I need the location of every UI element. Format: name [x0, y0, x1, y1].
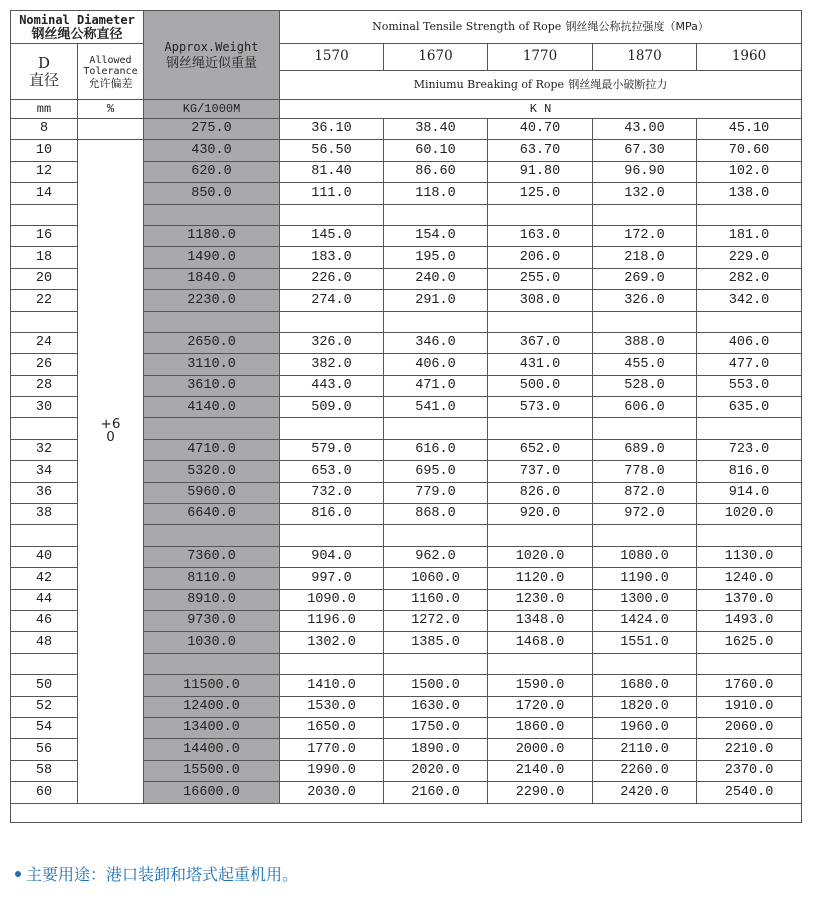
allowed-tolerance-en1: Allowed	[89, 54, 132, 66]
breaking-force-cell: 500.0	[488, 375, 593, 396]
breaking-force-cell: 573.0	[488, 397, 593, 418]
weight-cell: 5320.0	[144, 461, 280, 482]
table-row	[11, 119, 802, 140]
empty-cell	[697, 525, 802, 546]
breaking-force-cell: 477.0	[697, 354, 802, 375]
breaking-force-cell: 1090.0	[280, 589, 384, 610]
breaking-force-cell: 2030.0	[280, 782, 384, 803]
breaking-force-cell: 2110.0	[593, 739, 697, 760]
breaking-force-cell: 2260.0	[593, 760, 697, 781]
spec-table-container	[10, 10, 801, 823]
diameter-cell: 36	[11, 482, 78, 503]
weight-cell: 1030.0	[144, 632, 280, 653]
breaking-force-cell: 1348.0	[488, 610, 593, 631]
breaking-force-cell: 2370.0	[697, 760, 802, 781]
diameter-cell: 44	[11, 589, 78, 610]
breaking-force-cell: 695.0	[384, 461, 488, 482]
breaking-force-cell: 163.0	[488, 225, 593, 246]
breaking-force-cell: 406.0	[697, 332, 802, 353]
breaking-force-cell: 326.0	[593, 290, 697, 311]
breaking-force-cell: 56.50	[280, 140, 384, 161]
tolerance-plus: +6	[100, 415, 121, 432]
breaking-force-cell: 2160.0	[384, 782, 488, 803]
breaking-force-en: Miniumu Breaking of Rope	[413, 78, 565, 92]
empty-cell	[488, 653, 593, 674]
breaking-force-cell: 1750.0	[384, 717, 488, 738]
breaking-force-cell: 36.10	[280, 119, 384, 140]
breaking-force-cell: 443.0	[280, 375, 384, 396]
breaking-force-cell: 282.0	[697, 268, 802, 289]
breaking-force-cell: 1500.0	[384, 675, 488, 696]
breaking-force-cell: 826.0	[488, 482, 593, 503]
breaking-force-cell: 63.70	[488, 140, 593, 161]
breaking-force-cell: 579.0	[280, 439, 384, 460]
breaking-force-cell: 181.0	[697, 225, 802, 246]
diameter-cell: 40	[11, 546, 78, 567]
breaking-force-cn: 钢丝绳最小破断拉力	[568, 78, 668, 92]
breaking-force-cell: 1530.0	[280, 696, 384, 717]
breaking-force-cell: 60.10	[384, 140, 488, 161]
empty-cell	[384, 525, 488, 546]
weight-cell: 11500.0	[144, 675, 280, 696]
empty-cell	[144, 204, 280, 225]
breaking-force-cell: 229.0	[697, 247, 802, 268]
grade-1670: 1670	[384, 44, 488, 71]
breaking-force-cell: 406.0	[384, 354, 488, 375]
breaking-force-cell: 218.0	[593, 247, 697, 268]
breaking-force-cell: 145.0	[280, 225, 384, 246]
weight-cell: 3610.0	[144, 375, 280, 396]
breaking-force-header	[280, 71, 802, 100]
diameter-cell: 8	[11, 119, 78, 140]
d-header	[11, 44, 78, 100]
breaking-force-cell: 1410.0	[280, 675, 384, 696]
breaking-force-cell: 1551.0	[593, 632, 697, 653]
diameter-cell: 50	[11, 675, 78, 696]
breaking-force-cell: 388.0	[593, 332, 697, 353]
weight-cell: 13400.0	[144, 717, 280, 738]
empty-cell	[144, 311, 280, 332]
breaking-force-cell: 1020.0	[488, 546, 593, 567]
allowed-tolerance-header	[78, 44, 144, 100]
tolerance-minus: 0	[106, 429, 115, 446]
nominal-diameter-en: Nominal Diameter	[19, 12, 135, 27]
breaking-force-cell: 183.0	[280, 247, 384, 268]
weight-cell: 4710.0	[144, 439, 280, 460]
breaking-force-cell: 86.60	[384, 161, 488, 182]
breaking-force-cell: 1625.0	[697, 632, 802, 653]
approx-weight-header	[144, 11, 280, 100]
wire-rope-spec-table	[10, 10, 802, 823]
empty-cell	[593, 418, 697, 439]
allowed-tolerance-cn: 允许偏差	[88, 76, 133, 90]
weight-cell: 2650.0	[144, 332, 280, 353]
breaking-force-cell: 509.0	[280, 397, 384, 418]
breaking-force-cell: 2420.0	[593, 782, 697, 803]
breaking-force-cell: 1650.0	[280, 717, 384, 738]
unit-weight: KG/1000M	[144, 100, 280, 119]
breaking-force-cell: 962.0	[384, 546, 488, 567]
breaking-force-cell: 723.0	[697, 439, 802, 460]
breaking-force-cell: 1060.0	[384, 568, 488, 589]
weight-cell: 16600.0	[144, 782, 280, 803]
tolerance-cell-empty	[78, 119, 144, 140]
breaking-force-cell: 308.0	[488, 290, 593, 311]
breaking-force-cell: 1190.0	[593, 568, 697, 589]
breaking-force-cell: 206.0	[488, 247, 593, 268]
diameter-cell: 22	[11, 290, 78, 311]
breaking-force-cell: 1770.0	[280, 739, 384, 760]
breaking-force-cell: 2060.0	[697, 717, 802, 738]
units-row	[11, 100, 802, 119]
breaking-force-cell: 226.0	[280, 268, 384, 289]
breaking-force-cell: 616.0	[384, 439, 488, 460]
empty-cell	[280, 204, 384, 225]
breaking-force-cell: 1196.0	[280, 610, 384, 631]
breaking-force-cell: 972.0	[593, 504, 697, 525]
usage-note	[15, 862, 298, 885]
empty-cell	[280, 311, 384, 332]
weight-cell: 620.0	[144, 161, 280, 182]
diameter-cell: 16	[11, 225, 78, 246]
weight-cell: 2230.0	[144, 290, 280, 311]
empty-cell	[11, 653, 78, 674]
breaking-force-cell: 1120.0	[488, 568, 593, 589]
breaking-force-cell: 102.0	[697, 161, 802, 182]
breaking-force-cell: 2210.0	[697, 739, 802, 760]
breaking-force-cell: 45.10	[697, 119, 802, 140]
breaking-force-cell: 1820.0	[593, 696, 697, 717]
diameter-cell: 42	[11, 568, 78, 589]
breaking-force-cell: 1240.0	[697, 568, 802, 589]
nominal-diameter-cn: 钢丝绳公称直径	[31, 27, 123, 43]
breaking-force-cell: 291.0	[384, 290, 488, 311]
breaking-force-cell: 553.0	[697, 375, 802, 396]
breaking-force-cell: 367.0	[488, 332, 593, 353]
breaking-force-cell: 67.30	[593, 140, 697, 161]
diameter-cell: 14	[11, 183, 78, 204]
weight-cell: 8110.0	[144, 568, 280, 589]
breaking-force-cell: 779.0	[384, 482, 488, 503]
breaking-force-cell: 346.0	[384, 332, 488, 353]
approx-weight-en: Approx.Weight	[164, 39, 259, 54]
breaking-force-cell: 240.0	[384, 268, 488, 289]
breaking-force-cell: 1860.0	[488, 717, 593, 738]
empty-cell	[11, 418, 78, 439]
weight-cell: 4140.0	[144, 397, 280, 418]
breaking-force-cell: 1020.0	[697, 504, 802, 525]
empty-cell	[488, 418, 593, 439]
weight-cell: 9730.0	[144, 610, 280, 631]
usage-note-text: 主要用途：港口装卸和塔式起重机用。	[26, 865, 299, 884]
empty-cell	[280, 525, 384, 546]
breaking-force-cell: 1630.0	[384, 696, 488, 717]
breaking-force-cell: 91.80	[488, 161, 593, 182]
empty-cell	[384, 311, 488, 332]
weight-cell: 430.0	[144, 140, 280, 161]
breaking-force-cell: 132.0	[593, 183, 697, 204]
breaking-force-cell: 2020.0	[384, 760, 488, 781]
empty-cell	[384, 204, 488, 225]
grade-1770: 1770	[488, 44, 593, 71]
weight-cell: 7360.0	[144, 546, 280, 567]
unit-percent: %	[78, 100, 144, 119]
breaking-force-cell: 653.0	[280, 461, 384, 482]
breaking-force-cell: 1230.0	[488, 589, 593, 610]
diameter-cell: 52	[11, 696, 78, 717]
diameter-cell: 38	[11, 504, 78, 525]
diameter-cell: 30	[11, 397, 78, 418]
diameter-cell: 48	[11, 632, 78, 653]
unit-force: K N	[280, 100, 802, 119]
diameter-cell: 60	[11, 782, 78, 803]
empty-cell	[144, 418, 280, 439]
diameter-cell: 20	[11, 268, 78, 289]
empty-cell	[144, 653, 280, 674]
weight-cell: 14400.0	[144, 739, 280, 760]
empty-cell	[11, 311, 78, 332]
breaking-force-cell: 138.0	[697, 183, 802, 204]
diameter-cell: 58	[11, 760, 78, 781]
breaking-force-cell: 431.0	[488, 354, 593, 375]
grade-1960: 1960	[697, 44, 802, 71]
breaking-force-cell: 737.0	[488, 461, 593, 482]
breaking-force-cell: 1370.0	[697, 589, 802, 610]
breaking-force-cell: 274.0	[280, 290, 384, 311]
breaking-force-cell: 1272.0	[384, 610, 488, 631]
breaking-force-cell: 40.70	[488, 119, 593, 140]
unit-mm: mm	[11, 100, 78, 119]
breaking-force-cell: 528.0	[593, 375, 697, 396]
breaking-force-cell: 689.0	[593, 439, 697, 460]
breaking-force-cell: 255.0	[488, 268, 593, 289]
breaking-force-cell: 1160.0	[384, 589, 488, 610]
breaking-force-cell: 868.0	[384, 504, 488, 525]
breaking-force-cell: 81.40	[280, 161, 384, 182]
breaking-force-cell: 269.0	[593, 268, 697, 289]
breaking-force-cell: 471.0	[384, 375, 488, 396]
tensile-strength-cn: 钢丝绳公称抗拉强度（MPa）	[565, 20, 709, 34]
weight-cell: 1180.0	[144, 225, 280, 246]
diameter-cell: 24	[11, 332, 78, 353]
breaking-force-cell: 1468.0	[488, 632, 593, 653]
breaking-force-cell: 997.0	[280, 568, 384, 589]
nominal-diameter-header	[11, 11, 144, 44]
diameter-cell: 10	[11, 140, 78, 161]
breaking-force-cell: 606.0	[593, 397, 697, 418]
breaking-force-cell: 1080.0	[593, 546, 697, 567]
diameter-cell: 54	[11, 717, 78, 738]
breaking-force-cell: 455.0	[593, 354, 697, 375]
weight-cell: 5960.0	[144, 482, 280, 503]
tensile-strength-header	[280, 11, 802, 44]
breaking-force-cell: 70.60	[697, 140, 802, 161]
breaking-force-cell: 904.0	[280, 546, 384, 567]
trailing-blank-row	[11, 803, 802, 822]
breaking-force-cell: 172.0	[593, 225, 697, 246]
breaking-force-cell: 920.0	[488, 504, 593, 525]
empty-cell	[593, 525, 697, 546]
weight-cell: 12400.0	[144, 696, 280, 717]
diameter-cell: 32	[11, 439, 78, 460]
diameter-cell: 34	[11, 461, 78, 482]
grade-1870: 1870	[593, 44, 697, 71]
breaking-force-cell: 816.0	[697, 461, 802, 482]
breaking-force-cell: 1890.0	[384, 739, 488, 760]
d-symbol: D	[37, 53, 51, 72]
breaking-force-cell: 1960.0	[593, 717, 697, 738]
breaking-force-cell: 872.0	[593, 482, 697, 503]
breaking-force-cell: 2290.0	[488, 782, 593, 803]
tensile-strength-en: Nominal Tensile Strength of Rope	[372, 20, 562, 34]
empty-cell	[384, 418, 488, 439]
breaking-force-cell: 1302.0	[280, 632, 384, 653]
breaking-force-cell: 541.0	[384, 397, 488, 418]
bullet-dot-icon	[15, 871, 21, 877]
empty-cell	[697, 418, 802, 439]
breaking-force-cell: 96.90	[593, 161, 697, 182]
diameter-cell: 12	[11, 161, 78, 182]
breaking-force-cell: 111.0	[280, 183, 384, 204]
breaking-force-cell: 2000.0	[488, 739, 593, 760]
breaking-force-cell: 1590.0	[488, 675, 593, 696]
grade-1570: 1570	[280, 44, 384, 71]
weight-cell: 275.0	[144, 119, 280, 140]
diameter-cell: 56	[11, 739, 78, 760]
d-cn: 直径	[28, 70, 59, 89]
weight-cell: 1490.0	[144, 247, 280, 268]
weight-cell: 8910.0	[144, 589, 280, 610]
weight-cell: 1840.0	[144, 268, 280, 289]
breaking-force-cell: 732.0	[280, 482, 384, 503]
breaking-force-cell: 1680.0	[593, 675, 697, 696]
breaking-force-cell: 2540.0	[697, 782, 802, 803]
empty-cell	[280, 418, 384, 439]
empty-cell	[144, 525, 280, 546]
breaking-force-cell: 635.0	[697, 397, 802, 418]
approx-weight-cn: 钢丝绳近似重量	[165, 56, 257, 72]
empty-cell	[697, 653, 802, 674]
empty-cell	[11, 525, 78, 546]
tolerance-cell	[78, 140, 144, 803]
breaking-force-cell: 43.00	[593, 119, 697, 140]
breaking-force-cell: 1493.0	[697, 610, 802, 631]
diameter-cell: 28	[11, 375, 78, 396]
breaking-force-cell: 342.0	[697, 290, 802, 311]
breaking-force-cell: 652.0	[488, 439, 593, 460]
breaking-force-cell: 1424.0	[593, 610, 697, 631]
breaking-force-cell: 1130.0	[697, 546, 802, 567]
diameter-cell: 26	[11, 354, 78, 375]
breaking-force-cell: 326.0	[280, 332, 384, 353]
allowed-tolerance-en2: Tolerance	[83, 66, 138, 77]
empty-cell	[488, 204, 593, 225]
breaking-force-cell: 38.40	[384, 119, 488, 140]
breaking-force-cell: 1990.0	[280, 760, 384, 781]
breaking-force-cell: 1720.0	[488, 696, 593, 717]
empty-cell	[280, 653, 384, 674]
empty-cell	[593, 204, 697, 225]
empty-cell	[11, 803, 802, 822]
breaking-force-cell: 1760.0	[697, 675, 802, 696]
weight-cell: 6640.0	[144, 504, 280, 525]
breaking-force-cell: 1385.0	[384, 632, 488, 653]
empty-cell	[384, 653, 488, 674]
weight-cell: 3110.0	[144, 354, 280, 375]
breaking-force-cell: 195.0	[384, 247, 488, 268]
empty-cell	[697, 311, 802, 332]
weight-cell: 850.0	[144, 183, 280, 204]
empty-cell	[593, 311, 697, 332]
breaking-force-cell: 125.0	[488, 183, 593, 204]
breaking-force-cell: 1300.0	[593, 589, 697, 610]
empty-cell	[488, 525, 593, 546]
breaking-force-cell: 816.0	[280, 504, 384, 525]
empty-cell	[488, 311, 593, 332]
table-row	[11, 140, 802, 161]
diameter-cell: 18	[11, 247, 78, 268]
breaking-force-cell: 778.0	[593, 461, 697, 482]
breaking-force-cell: 154.0	[384, 225, 488, 246]
diameter-cell: 46	[11, 610, 78, 631]
empty-cell	[11, 204, 78, 225]
empty-cell	[697, 204, 802, 225]
breaking-force-cell: 382.0	[280, 354, 384, 375]
breaking-force-cell: 914.0	[697, 482, 802, 503]
breaking-force-cell: 118.0	[384, 183, 488, 204]
breaking-force-cell: 1910.0	[697, 696, 802, 717]
breaking-force-cell: 2140.0	[488, 760, 593, 781]
weight-cell: 15500.0	[144, 760, 280, 781]
empty-cell	[593, 653, 697, 674]
